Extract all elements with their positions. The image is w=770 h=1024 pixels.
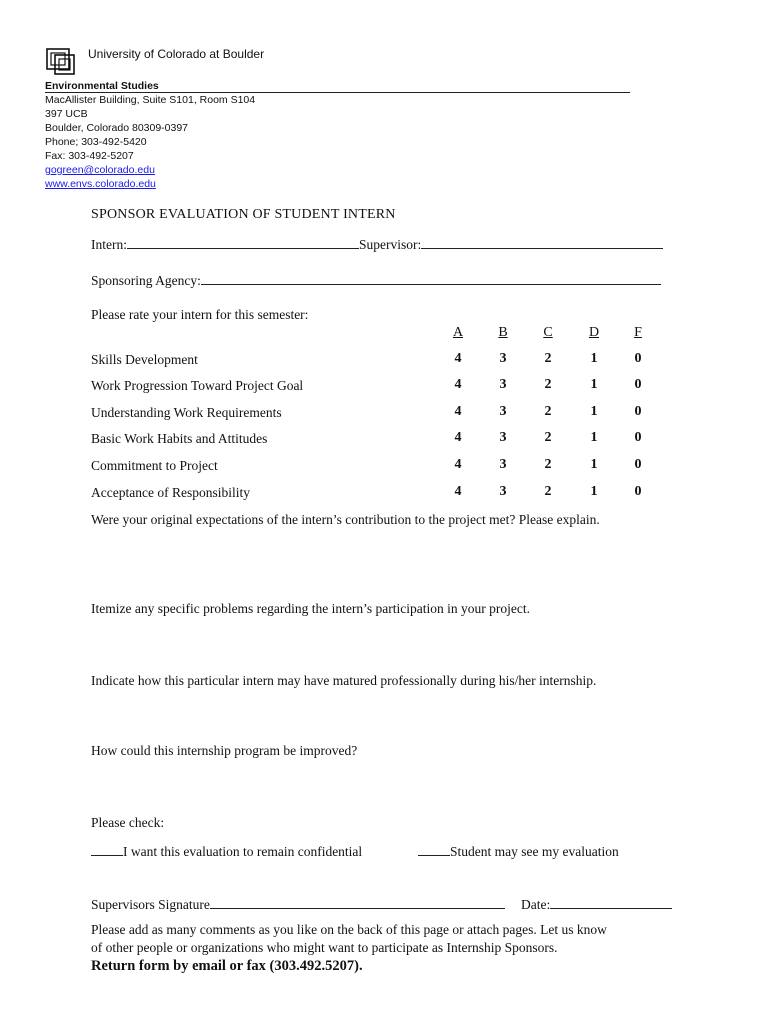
intern-label: Intern: — [91, 237, 127, 252]
student-see-checkbox[interactable] — [418, 843, 450, 856]
rate-prompt: Please rate your intern for this semester: — [91, 307, 309, 322]
question-improvement: How could this internship program be improved? — [91, 743, 358, 758]
department-name: Environmental Studies — [45, 80, 630, 93]
score-option[interactable]: 2 — [544, 351, 552, 366]
question-maturity: Indicate how this particular intern may have matured professionally during his/her internship. — [91, 673, 597, 688]
intern-row — [91, 236, 663, 253]
supervisor-label: Supervisor: — [359, 237, 422, 252]
criterion-label: Commitment to Project — [91, 458, 218, 473]
grade-header-b: B — [498, 325, 508, 340]
address-line: Boulder, Colorado 80309-0397 — [45, 122, 189, 134]
form-title: SPONSOR EVALUATION OF STUDENT INTERN — [91, 207, 396, 222]
score-option[interactable]: 4 — [454, 484, 462, 499]
score-option[interactable]: 1 — [590, 457, 598, 472]
confidential-checkbox[interactable] — [91, 843, 123, 856]
criterion-label: Understanding Work Requirements — [91, 405, 282, 420]
score-option[interactable]: 3 — [499, 404, 507, 419]
score-option[interactable]: 0 — [634, 377, 642, 392]
cu-logo-icon — [46, 46, 76, 76]
phone-line: Phone; 303-492-5420 — [45, 136, 147, 148]
score-option[interactable]: 1 — [590, 351, 598, 366]
score-option[interactable]: 4 — [454, 351, 462, 366]
agency-row — [91, 272, 661, 289]
score-option[interactable]: 2 — [544, 457, 552, 472]
score-option[interactable]: 3 — [499, 484, 507, 499]
score-option[interactable]: 0 — [634, 430, 642, 445]
student-see-option — [418, 843, 619, 860]
grade-header-c: C — [543, 325, 553, 340]
score-option[interactable]: 1 — [590, 377, 598, 392]
criterion-label: Acceptance of Responsibility — [91, 485, 250, 500]
return-note: Return form by email or fax (303.492.5207). — [91, 958, 363, 974]
score-option[interactable]: 3 — [499, 457, 507, 472]
score-option[interactable]: 1 — [590, 484, 598, 499]
score-option[interactable]: 3 — [499, 377, 507, 392]
date-label: Date: — [521, 897, 551, 912]
criterion-label: Basic Work Habits and Attitudes — [91, 431, 268, 446]
score-option[interactable]: 3 — [499, 351, 507, 366]
score-option[interactable]: 1 — [590, 430, 598, 445]
grade-header-a: A — [452, 325, 464, 340]
grade-header-f: F — [634, 325, 642, 340]
score-option[interactable]: 2 — [544, 404, 552, 419]
score-option[interactable]: 0 — [634, 457, 642, 472]
date-field[interactable] — [550, 896, 672, 909]
score-option[interactable]: 0 — [634, 404, 642, 419]
score-option[interactable]: 4 — [454, 457, 462, 472]
fax-line: Fax: 303-492-5207 — [45, 150, 134, 162]
check-prompt: Please check: — [91, 815, 165, 830]
agency-label: Sponsoring Agency: — [91, 273, 201, 288]
student-see-label: Student may see my evaluation — [450, 844, 619, 859]
university-name: University of Colorado at Boulder — [88, 47, 265, 61]
signature-row — [91, 896, 505, 913]
website-link[interactable]: www.envs.colorado.edu — [45, 178, 156, 190]
score-option[interactable]: 1 — [590, 404, 598, 419]
signature-label: Supervisors Signature — [91, 897, 210, 912]
score-option[interactable]: 0 — [634, 484, 642, 499]
comments-note-line2: of other people or organizations who might want to participate as Internship Sponsors. — [91, 940, 558, 955]
agency-field[interactable] — [201, 272, 661, 285]
score-option[interactable]: 2 — [544, 430, 552, 445]
address-line: MacAllister Building, Suite S101, Room S104 — [45, 94, 256, 106]
address-line: 397 UCB — [45, 108, 88, 120]
question-expectations: Were your original expectations of the intern’s contribution to the project met? Please explain. — [91, 512, 600, 527]
confidential-option — [91, 843, 362, 860]
score-option[interactable]: 2 — [544, 484, 552, 499]
score-option[interactable]: 4 — [454, 430, 462, 445]
criterion-label: Skills Development — [91, 352, 198, 367]
email-link[interactable]: gogreen@colorado.edu — [45, 164, 155, 176]
score-option[interactable]: 2 — [544, 377, 552, 392]
score-option[interactable]: 4 — [454, 404, 462, 419]
signature-field[interactable] — [210, 896, 505, 909]
grade-header-d: D — [588, 325, 600, 340]
question-problems: Itemize any specific problems regarding the intern’s participation in your project. — [91, 601, 530, 616]
date-row — [521, 896, 672, 913]
confidential-label: I want this evaluation to remain confidential — [123, 844, 363, 859]
score-option[interactable]: 3 — [499, 430, 507, 445]
supervisor-field[interactable] — [421, 236, 663, 249]
intern-field[interactable] — [127, 236, 359, 249]
score-option[interactable]: 0 — [634, 351, 642, 366]
criterion-label: Work Progression Toward Project Goal — [91, 378, 304, 393]
score-option[interactable]: 4 — [454, 377, 462, 392]
comments-note-line1: Please add as many comments as you like on the back of this page or attach pages. Let us know — [91, 922, 607, 937]
